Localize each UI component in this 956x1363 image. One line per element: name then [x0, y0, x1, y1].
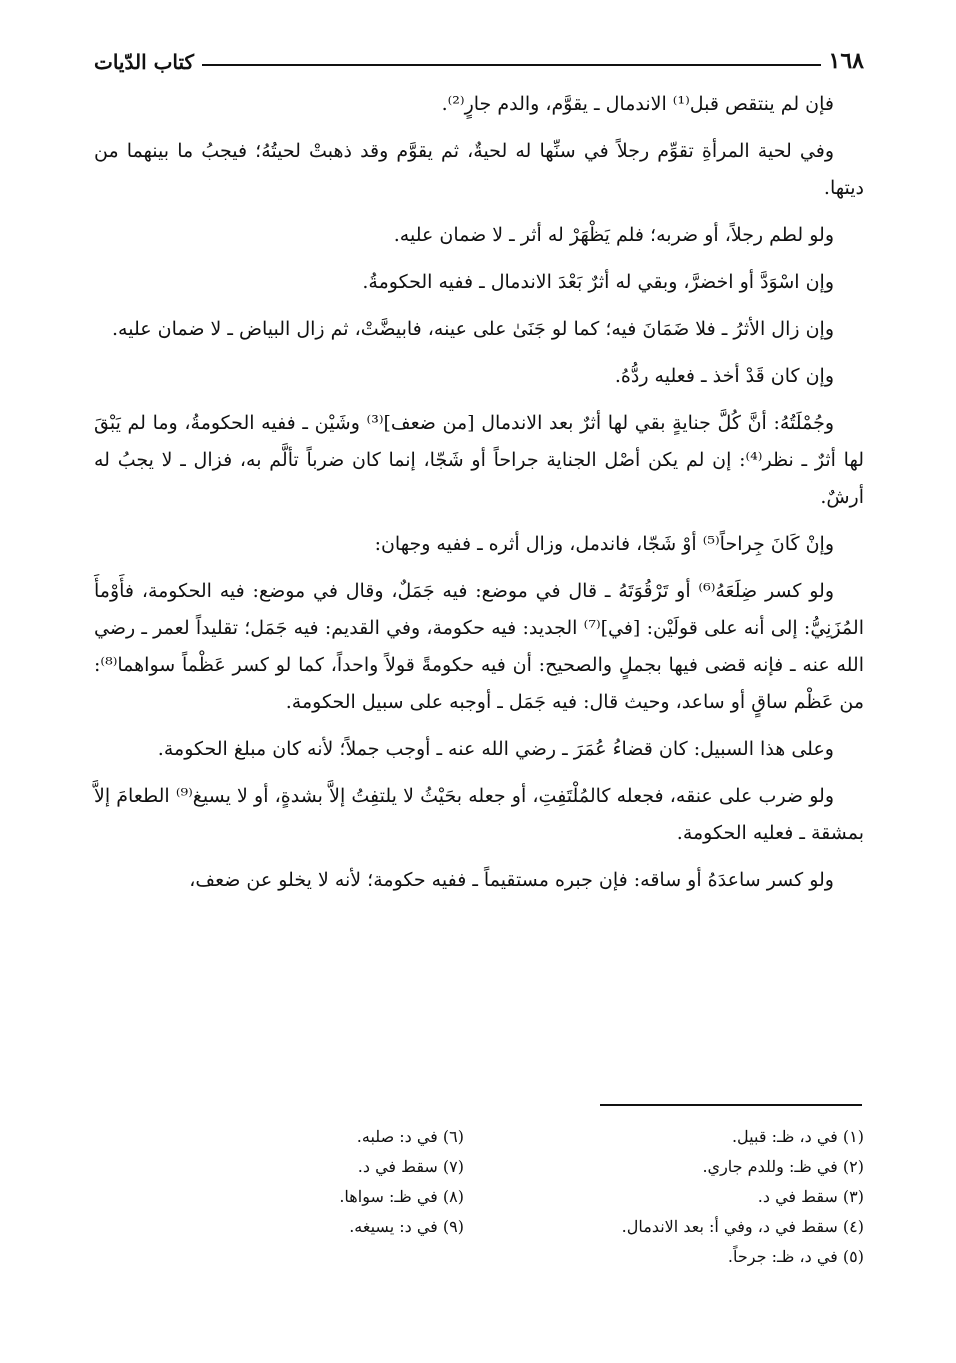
paragraph: ولو لطم رجلاً، أو ضربه؛ فلم يَظْهَرْ له أثر ـ لا ضمان عليه.	[393, 224, 834, 246]
footnote: (٢) في ظـ: وللدم جاري.	[702, 1157, 864, 1176]
paragraph: فإن لم ينتقص قبل⁽¹⁾ الاندمال ـ يقوَّم، والدم جارٍ⁽²⁾.	[441, 93, 834, 115]
paragraph: ولو كسر ساعدَهُ أو ساقه: فإن جبره مستقيماً ـ ففيه حكومة؛ لأنه لا يخلو عن ضعف،	[189, 869, 834, 891]
paragraph: وعلى هذا السبيل: كان قضاءُ عُمَرَ ـ رضي الله عنه ـ أوجب جملاً؛ لأنه كان مبلغ الحكومة.	[157, 738, 834, 760]
book-title: كتاب الدّيات	[94, 50, 195, 74]
footnotes-right-column	[464, 1122, 864, 1272]
footnote: (٣) سقط في د.	[757, 1187, 864, 1206]
footnote: (٧) سقط في د.	[357, 1157, 464, 1176]
paragraph: وإن زال الأثرُ ـ فلا ضَمَانَ فيه؛ كما لو جَنَىٰ على عينه، فابيضَّتْ، ثم زال البياض ـ لا ضمان عليه.	[111, 318, 834, 340]
paragraph: ولو كسر ضِلَعَهُ⁽⁶⁾ أو تَرْقُوَتَهُ ـ قال في موضع: فيه جَمَلٌ، وقال في موضع: فيه الحكومة، فأَوْمأَ المُزَنِيُّ: إلى أنه على قولَيْن: [في]⁽⁷⁾ الجديد: فيه حكومة، وفي القديم: فيه جَمَل؛ تقليداً لعمر ـ رضي الله عنه ـ فإنه قضى فيها بجملٍ والصحيح: أن فيه حكومةً قولاً واحداً، كما لو كسر عَظْماً سواهما⁽⁸⁾: من عَظْم ساقٍ أو ساعد، وحيث قال: فيه جَمَل ـ أوجبه على سبيل الحكومة.	[94, 580, 864, 713]
paragraph: وفي لحية المرأةِ تقوِّم رجلاً في سنِّها له لحيةٌ، ثم يقوَّم وقد ذهبتْ لحيتُهُ؛ فيجبُ ما بينهما من ديتها.	[94, 140, 864, 199]
paragraph: وجُمْلَتُهُ: أنَّ كُلَّ جنايةٍ بقي لها أثرٌ بعد الاندمال [من ضعف]⁽³⁾ وشَيْن ـ ففيه الحكومةُ، وما لم يَبْقَ لها أثرٌ ـ نظر⁽⁴⁾: إن لم يكن أصْل الجناية جراحاً أو شَجّا، إنما كان ضرباً تألَّم به، فزال ـ لا يجبُ له أرشٌ.	[94, 412, 864, 508]
header-rule	[202, 64, 820, 66]
page-number: ١٦٨	[828, 48, 864, 74]
paragraph: وإنْ كَانَ جِراحاً⁽⁵⁾ أوْ شَجّا، فاندمل، وزال أثره ـ ففيه وجهان:	[374, 533, 834, 555]
running-header	[94, 40, 864, 74]
main-text	[94, 86, 864, 909]
footnote-separator	[600, 1104, 862, 1106]
paragraph: وإن اسْوَدَّ أو اخضرَّ، وبقي له أثرٌ بَعْدَ الاندمال ـ ففيه الحكومةُ.	[362, 271, 834, 293]
footnote: (٨) في ظـ: سواها.	[339, 1187, 464, 1206]
footnote: (٩) في د: يسيغه.	[349, 1217, 464, 1236]
footnote: (١) في د، ظـ: قبيل.	[731, 1127, 864, 1146]
paragraph: ولو ضرب على عنقه، فجعله كالمُلْتَفِتِ، أو جعله بحَيْثُ لا يلتفِتُ إلاَّ بشدةٍ، أو لا يسيغ⁽⁹⁾ الطعامَ إلاَّ بمشقة ـ فعليه الحكومة.	[94, 785, 864, 844]
footnote: (٦) في د: صلبه.	[356, 1127, 464, 1146]
paragraph: وإن كان قَدْ أخذ ـ فعليه ردُّهُ.	[614, 365, 834, 387]
footnote: (٤) سقط في د، وفي أ: بعد الاندمال.	[621, 1217, 864, 1236]
footnotes-left-column	[164, 1122, 464, 1272]
footnote: (٥) في د، ظـ: جرحاً.	[727, 1247, 864, 1266]
footnotes	[94, 1122, 864, 1272]
